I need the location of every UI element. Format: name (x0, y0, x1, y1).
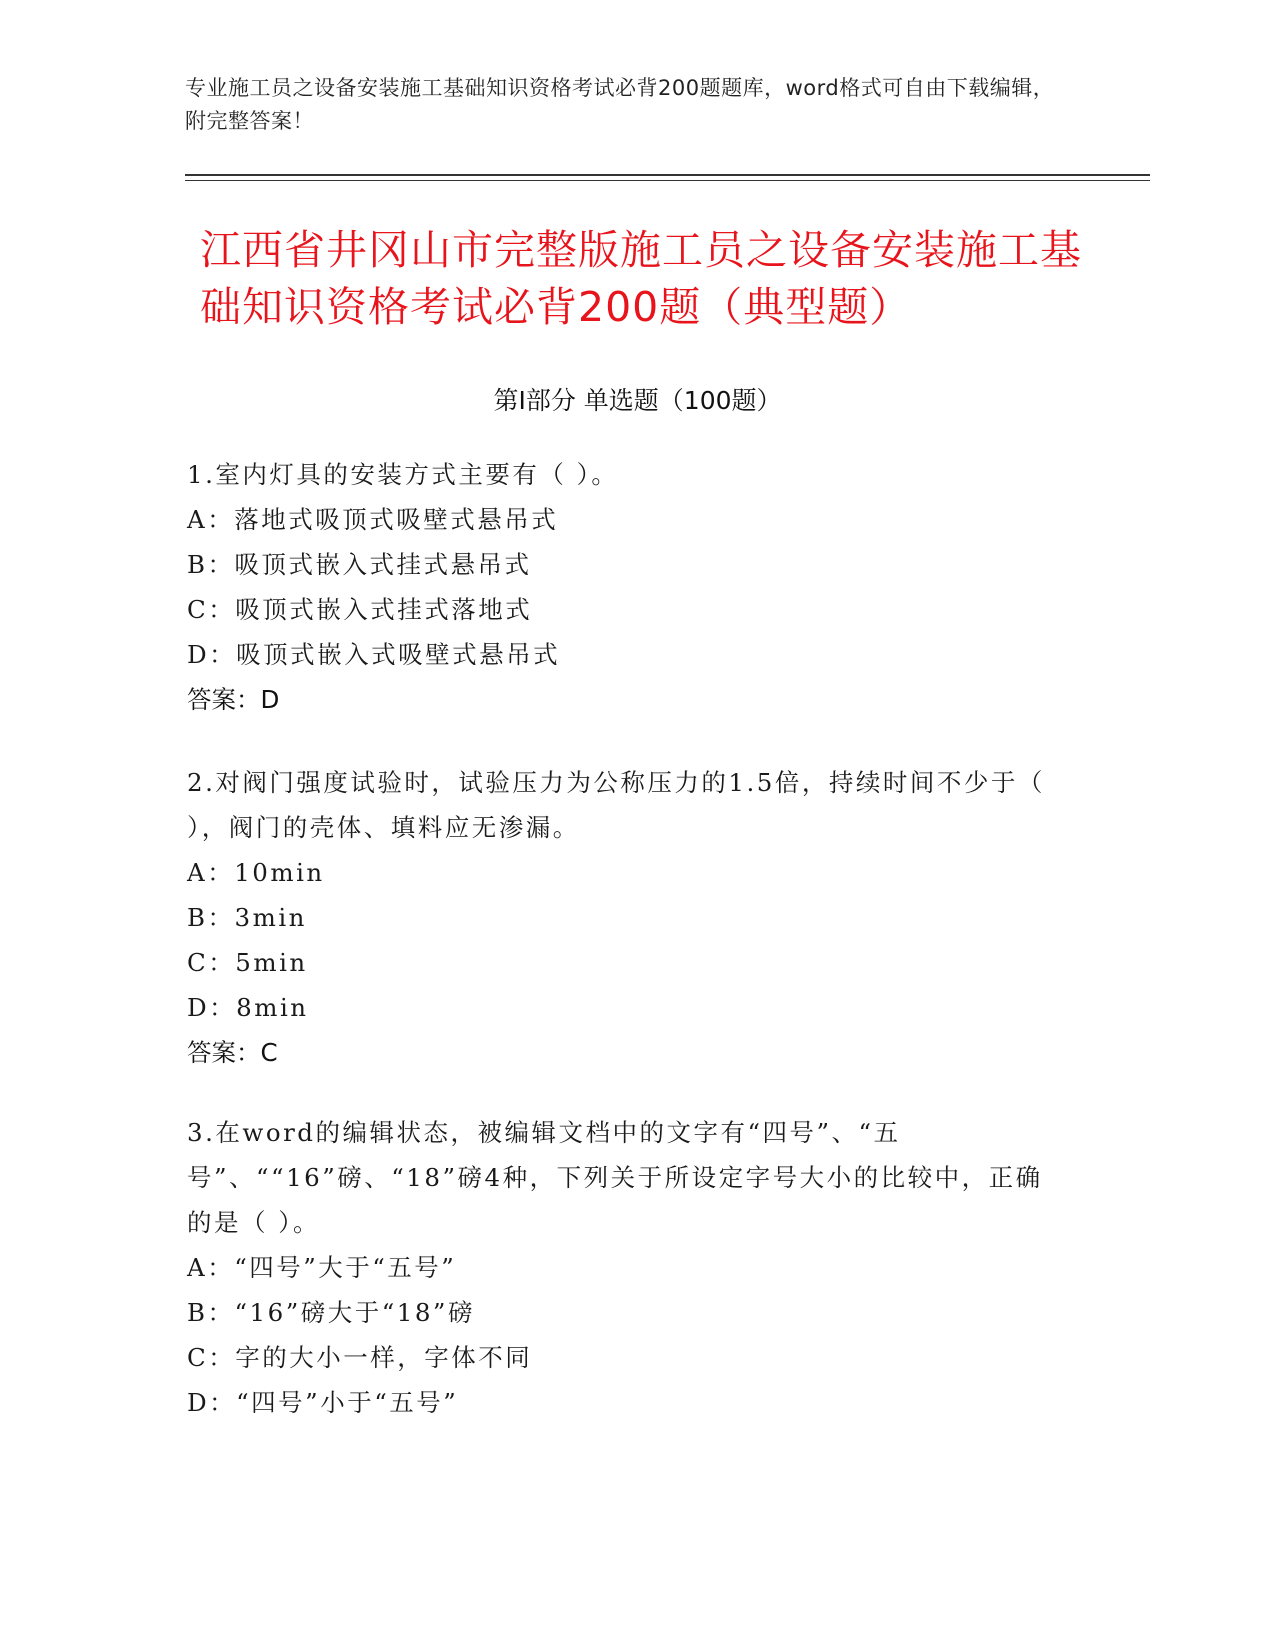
option-c: C：吸顶式嵌入式挂式落地式 (187, 595, 533, 624)
question-stem: 2.对阀门强度试验时，试验压力为公称压力的1.5倍，持续时间不少于（ ），阀门的壳体、填料应无渗漏。 (187, 768, 1045, 842)
option-c: C：5min (187, 948, 308, 977)
header-divider-thin (185, 180, 1150, 181)
question-3 (187, 1110, 1067, 1425)
answer-line: 答案：D (187, 685, 280, 714)
option-a: A：落地式吸顶式吸壁式悬吊式 (187, 505, 559, 534)
question-2 (187, 760, 1067, 1075)
header-divider-thick (185, 174, 1150, 176)
question-stem: 1.室内灯具的安装方式主要有（ ）。 (187, 460, 619, 489)
option-d: D：“四号”小于“五号” (187, 1388, 459, 1417)
question-1 (187, 452, 1067, 722)
answer-line: 答案：C (187, 1038, 278, 1067)
option-c: C：字的大小一样，字体不同 (187, 1343, 533, 1372)
question-stem: 3.在word的编辑状态，被编辑文档中的文字有“四号”、“五号”、““16”磅、“18”磅4种，下列关于所设定字号大小的比较中，正确的是（ ）。 (187, 1118, 1043, 1237)
header-note: 专业施工员之设备安装施工基础知识资格考试必背200题题库，word格式可自由下载编辑，附完整答案！ (185, 76, 1055, 133)
option-b: B：“16”磅大于“18”磅 (187, 1298, 475, 1327)
option-b: B：3min (187, 903, 307, 932)
document-title: 江西省井冈山市完整版施工员之设备安装施工基础知识资格考试必背200题（典型题） (200, 226, 1082, 331)
section-heading: 第I部分 单选题（100题） (493, 386, 782, 415)
option-a: A：“四号”大于“五号” (187, 1253, 457, 1282)
option-a: A：10min (187, 858, 325, 887)
option-b: B：吸顶式嵌入式挂式悬吊式 (187, 550, 532, 579)
option-d: D：8min (187, 993, 309, 1022)
option-d: D：吸顶式嵌入式吸壁式悬吊式 (187, 640, 561, 669)
